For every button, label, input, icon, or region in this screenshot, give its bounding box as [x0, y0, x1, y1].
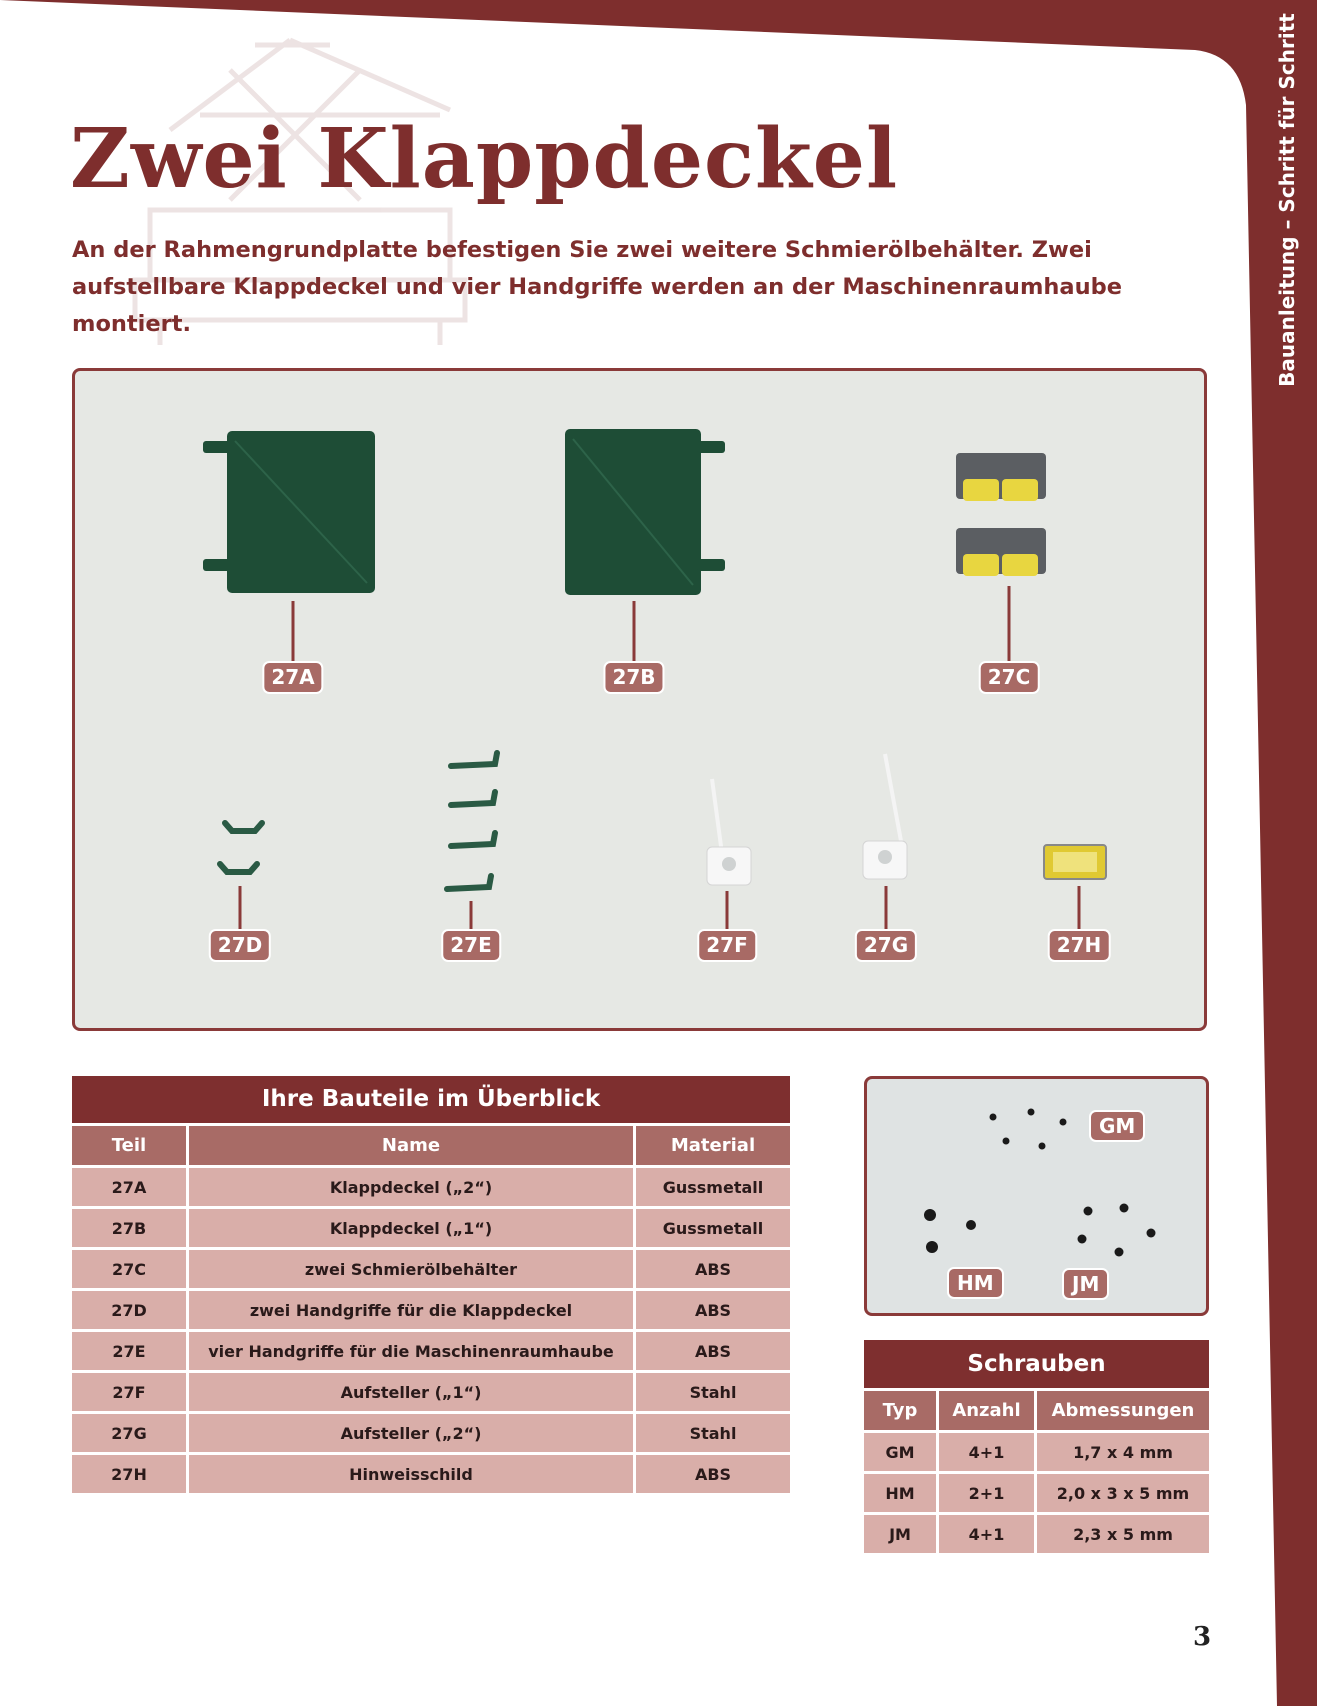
page-number: 3 — [1193, 1622, 1212, 1652]
cell-abmessungen: 1,7 x 4 mm — [1037, 1433, 1209, 1471]
cell-name: Aufsteller („1“) — [189, 1373, 636, 1411]
part-label-27d: 27D — [209, 929, 271, 962]
col-header-material: Material — [636, 1126, 790, 1165]
part-27d-handles — [220, 823, 262, 872]
cell-typ: GM — [864, 1433, 939, 1471]
part-27h-sign — [1044, 845, 1106, 879]
cell-material: Stahl — [636, 1373, 790, 1411]
cell-teil: 27E — [72, 1332, 189, 1370]
cell-material: Gussmetall — [636, 1168, 790, 1206]
part-label-27g: 27G — [855, 929, 917, 962]
part-27c-oil-tanks — [956, 453, 1046, 576]
table-row — [72, 1414, 790, 1452]
cell-material: ABS — [636, 1332, 790, 1370]
cell-teil: 27F — [72, 1373, 189, 1411]
screw-label-hm: HM — [947, 1267, 1004, 1299]
screws-gm — [990, 1109, 1067, 1150]
col-header-teil: Teil — [72, 1126, 189, 1165]
col-header-typ: Typ — [864, 1391, 939, 1430]
cell-teil: 27H — [72, 1455, 189, 1493]
part-label-27h: 27H — [1048, 929, 1111, 962]
side-tab-label: Bauanleitung – Schritt für Schritt — [1275, 13, 1299, 387]
parts-table-header-row — [72, 1126, 790, 1165]
table-row — [72, 1373, 790, 1411]
page-title: Zwei Klappdeckel — [70, 111, 899, 207]
cell-teil: 27G — [72, 1414, 189, 1452]
screws-table-header-row — [864, 1391, 1209, 1430]
cell-teil: 27B — [72, 1209, 189, 1247]
cell-typ: JM — [864, 1515, 939, 1553]
cell-teil: 27C — [72, 1250, 189, 1288]
cell-name: vier Handgriffe für die Maschinenraumhaube — [189, 1332, 636, 1370]
col-header-anzahl: Anzahl — [939, 1391, 1037, 1430]
cell-teil: 27A — [72, 1168, 189, 1206]
cell-material: ABS — [636, 1455, 790, 1493]
cell-name: Hinweisschild — [189, 1455, 636, 1493]
cell-anzahl: 4+1 — [939, 1515, 1037, 1553]
parts-photo — [72, 368, 1207, 1031]
cell-teil: 27D — [72, 1291, 189, 1329]
part-27b-lid — [565, 429, 725, 595]
parts-table — [72, 1076, 790, 1496]
part-27a-lid — [203, 431, 375, 593]
table-row — [72, 1291, 790, 1329]
table-row — [72, 1209, 790, 1247]
parts-table-caption: Ihre Bauteile im Überblick — [72, 1076, 790, 1123]
table-row — [864, 1433, 1209, 1471]
part-label-27b: 27B — [603, 661, 664, 694]
cell-typ: HM — [864, 1474, 939, 1512]
cell-name: Aufsteller („2“) — [189, 1414, 636, 1452]
screws-jm — [1078, 1204, 1156, 1257]
screw-label-jm: JM — [1062, 1268, 1109, 1300]
col-header-abmessungen: Abmessungen — [1037, 1391, 1209, 1430]
table-row — [72, 1332, 790, 1370]
col-header-name: Name — [189, 1126, 636, 1165]
cell-material: Gussmetall — [636, 1209, 790, 1247]
part-27e-handles — [447, 753, 497, 889]
cell-name: zwei Handgriffe für die Klappdeckel — [189, 1291, 636, 1329]
part-label-27f: 27F — [697, 929, 757, 962]
cell-material: ABS — [636, 1250, 790, 1288]
part-label-27c: 27C — [979, 661, 1040, 694]
cell-material: ABS — [636, 1291, 790, 1329]
cell-material: Stahl — [636, 1414, 790, 1452]
part-label-27a: 27A — [262, 661, 323, 694]
screw-label-gm: GM — [1089, 1110, 1145, 1142]
cell-name: Klappdeckel („2“) — [189, 1168, 636, 1206]
cell-name: zwei Schmierölbehälter — [189, 1250, 636, 1288]
cell-name: Klappdeckel („1“) — [189, 1209, 636, 1247]
screws-table-caption: Schrauben — [864, 1340, 1209, 1388]
part-label-27e: 27E — [441, 929, 501, 962]
screws-hm — [924, 1209, 976, 1253]
intro-text: An der Rahmengrundplatte befestigen Sie zwei weitere Schmierölbehälter. Zwei aufstellbare Klappdeckel und vier Handgriffe werden an der Maschinenraumhaube montiert. — [72, 237, 1122, 337]
screws-photo — [864, 1076, 1209, 1316]
table-row — [864, 1515, 1209, 1553]
table-row — [72, 1168, 790, 1206]
screws-illustration — [867, 1079, 1206, 1313]
part-27f-stand — [707, 779, 751, 885]
cell-anzahl: 2+1 — [939, 1474, 1037, 1512]
table-row — [72, 1250, 790, 1288]
table-row — [864, 1474, 1209, 1512]
screws-table — [864, 1340, 1209, 1556]
table-row — [72, 1455, 790, 1493]
part-27g-stand — [863, 754, 907, 879]
cell-abmessungen: 2,3 x 5 mm — [1037, 1515, 1209, 1553]
cell-anzahl: 4+1 — [939, 1433, 1037, 1471]
cell-abmessungen: 2,0 x 3 x 5 mm — [1037, 1474, 1209, 1512]
